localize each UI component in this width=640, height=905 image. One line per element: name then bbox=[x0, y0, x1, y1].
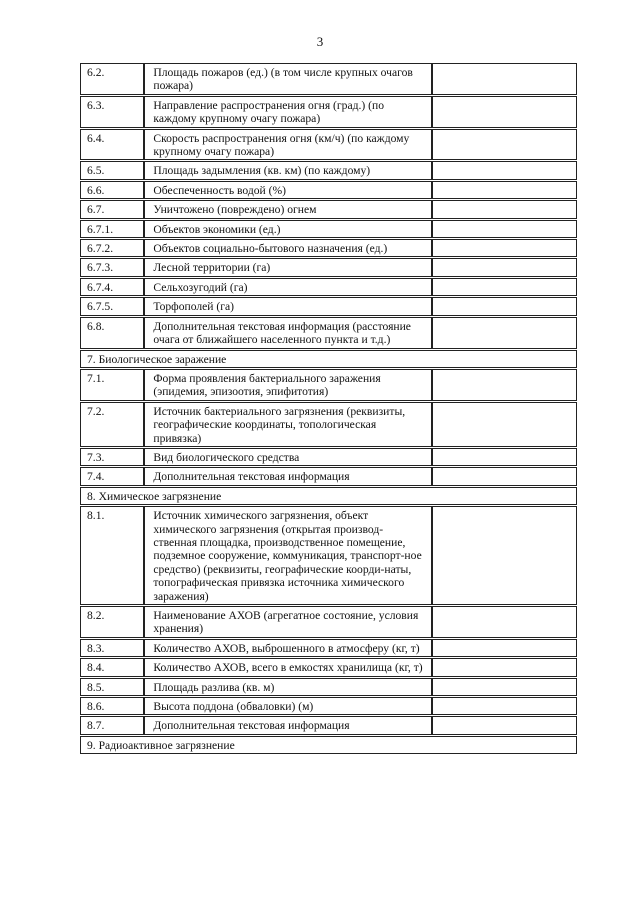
item-description: Площадь пожаров (ед.) (в том числе крупных очагов пожара) bbox=[144, 63, 432, 95]
table-row bbox=[80, 181, 577, 199]
table-row bbox=[80, 96, 577, 128]
table-row bbox=[80, 161, 577, 179]
item-number: 6.4. bbox=[80, 129, 144, 161]
item-value-cell bbox=[432, 448, 577, 466]
item-description: Дополнительная текстовая информация (расстояние очага от ближайшего населенного пункта и т.д.) bbox=[144, 317, 432, 349]
item-description: Количество АХОВ, всего в емкостях хранилища (кг, т) bbox=[144, 658, 432, 676]
item-value-cell bbox=[432, 63, 577, 95]
table-row bbox=[80, 200, 577, 218]
item-number: 7.2. bbox=[80, 402, 144, 447]
item-number: 6.7.3. bbox=[80, 258, 144, 276]
item-description: Высота поддона (обваловки) (м) bbox=[144, 697, 432, 715]
item-number: 6.6. bbox=[80, 181, 144, 199]
item-number: 8.7. bbox=[80, 716, 144, 734]
table-row bbox=[80, 317, 577, 349]
item-value-cell bbox=[432, 369, 577, 401]
item-value-cell bbox=[432, 639, 577, 657]
item-description: Форма проявления бактериального заражения (эпидемия, эпизоотия, эпифитотия) bbox=[144, 369, 432, 401]
section-header-row bbox=[80, 350, 577, 368]
item-description: Скорость распространения огня (км/ч) (по каждому крупному очагу пожара) bbox=[144, 129, 432, 161]
item-number: 7.3. bbox=[80, 448, 144, 466]
section-header-row bbox=[80, 487, 577, 505]
item-number: 6.2. bbox=[80, 63, 144, 95]
item-number: 8.5. bbox=[80, 678, 144, 696]
item-value-cell bbox=[432, 716, 577, 734]
item-description: Наименование АХОВ (агрегатное состояние, условия хранения) bbox=[144, 606, 432, 638]
item-number: 6.5. bbox=[80, 161, 144, 179]
section-header-row bbox=[80, 736, 577, 754]
section-title: 9. Радиоактивное загрязнение bbox=[80, 736, 577, 754]
item-number: 6.7.4. bbox=[80, 278, 144, 296]
item-number: 8.2. bbox=[80, 606, 144, 638]
item-number: 8.3. bbox=[80, 639, 144, 657]
item-description: Объектов социально-бытового назначения (ед.) bbox=[144, 239, 432, 257]
item-value-cell bbox=[432, 96, 577, 128]
item-value-cell bbox=[432, 129, 577, 161]
item-value-cell bbox=[432, 258, 577, 276]
table-row bbox=[80, 278, 577, 296]
table-row bbox=[80, 239, 577, 257]
report-form-table bbox=[80, 62, 577, 755]
table-row bbox=[80, 369, 577, 401]
item-description: Сельхозугодий (га) bbox=[144, 278, 432, 296]
item-description: Торфополей (га) bbox=[144, 297, 432, 315]
item-description: Дополнительная текстовая информация bbox=[144, 716, 432, 734]
item-value-cell bbox=[432, 181, 577, 199]
item-number: 7.4. bbox=[80, 467, 144, 485]
section-title: 7. Биологическое заражение bbox=[80, 350, 577, 368]
item-description: Обеспеченность водой (%) bbox=[144, 181, 432, 199]
item-number: 6.7.5. bbox=[80, 297, 144, 315]
table-row bbox=[80, 129, 577, 161]
table-row bbox=[80, 606, 577, 638]
item-number: 8.4. bbox=[80, 658, 144, 676]
item-value-cell bbox=[432, 220, 577, 238]
table-row bbox=[80, 258, 577, 276]
item-description: Источник бактериального загрязнения (реквизиты, географические координаты, топологическая привязка) bbox=[144, 402, 432, 447]
item-value-cell bbox=[432, 200, 577, 218]
item-description: Лесной территории (га) bbox=[144, 258, 432, 276]
table-row bbox=[80, 639, 577, 657]
item-value-cell bbox=[432, 161, 577, 179]
item-value-cell bbox=[432, 697, 577, 715]
table-row bbox=[80, 297, 577, 315]
table-row bbox=[80, 716, 577, 734]
item-description: Источник химического загрязнения, объект химического загрязнения (открытая производ-ственная площадка, производственное помещение, подземное сооружение, коммуникация, транспорт-ное средство) (реквизиты, географические коорди-наты, топографическая привязка источника химического заражения) bbox=[144, 506, 432, 605]
table-row bbox=[80, 402, 577, 447]
table-row bbox=[80, 658, 577, 676]
item-value-cell bbox=[432, 606, 577, 638]
page-number: 3 bbox=[316, 34, 324, 49]
item-description: Площадь задымления (кв. км) (по каждому) bbox=[144, 161, 432, 179]
item-number: 6.7. bbox=[80, 200, 144, 218]
table-row bbox=[80, 506, 577, 605]
table-row bbox=[80, 678, 577, 696]
item-value-cell bbox=[432, 297, 577, 315]
item-number: 8.1. bbox=[80, 506, 144, 605]
table-row bbox=[80, 63, 577, 95]
item-value-cell bbox=[432, 278, 577, 296]
item-description: Площадь разлива (кв. м) bbox=[144, 678, 432, 696]
item-description: Количество АХОВ, выброшенного в атмосферу (кг, т) bbox=[144, 639, 432, 657]
section-title: 8. Химическое загрязнение bbox=[80, 487, 577, 505]
table-row bbox=[80, 448, 577, 466]
item-number: 7.1. bbox=[80, 369, 144, 401]
item-value-cell bbox=[432, 467, 577, 485]
item-number: 6.7.2. bbox=[80, 239, 144, 257]
item-number: 8.6. bbox=[80, 697, 144, 715]
item-description: Уничтожено (повреждено) огнем bbox=[144, 200, 432, 218]
item-description: Вид биологического средства bbox=[144, 448, 432, 466]
item-number: 6.8. bbox=[80, 317, 144, 349]
item-value-cell bbox=[432, 678, 577, 696]
item-value-cell bbox=[432, 239, 577, 257]
item-description: Направление распространения огня (град.) (по каждому крупному очагу пожара) bbox=[144, 96, 432, 128]
item-value-cell bbox=[432, 317, 577, 349]
item-number: 6.7.1. bbox=[80, 220, 144, 238]
item-description: Дополнительная текстовая информация bbox=[144, 467, 432, 485]
table-row bbox=[80, 697, 577, 715]
item-description: Объектов экономики (ед.) bbox=[144, 220, 432, 238]
item-value-cell bbox=[432, 658, 577, 676]
item-value-cell bbox=[432, 402, 577, 447]
item-number: 6.3. bbox=[80, 96, 144, 128]
table-row bbox=[80, 467, 577, 485]
table-row bbox=[80, 220, 577, 238]
item-value-cell bbox=[432, 506, 577, 605]
table-body bbox=[80, 63, 577, 754]
